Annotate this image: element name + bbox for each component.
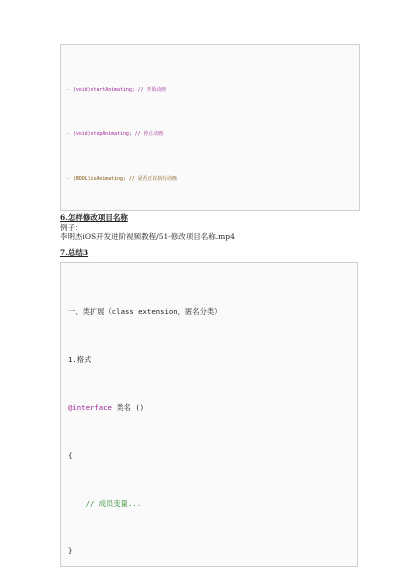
section-title: 一、类扩展（class extension，匿名分类）	[68, 307, 222, 316]
code-block-top	[60, 44, 360, 211]
code-block-summary	[60, 262, 358, 567]
section-heading: 7.总结3	[60, 248, 89, 257]
code-line: - (BOOL)isAnimating; // 是否正在执行动画	[67, 175, 177, 182]
section-7	[60, 248, 88, 258]
example-label: 例子：	[60, 222, 83, 232]
code-line	[68, 403, 350, 413]
section-6	[60, 213, 235, 242]
code-line: 1.格式	[68, 354, 92, 364]
section-heading: 6.怎样修改项目名称	[60, 213, 128, 222]
code-text: 类名 ()	[111, 402, 145, 412]
code-line: - (void)startAnimating; // 开始动画	[67, 87, 167, 93]
code-line: {	[68, 450, 73, 460]
video-reference: 李明杰iOS开发进阶视频教程/51-修改项目名称.mp4	[60, 232, 235, 241]
code-comment: // 成员变量...	[68, 498, 142, 508]
code-line: - (void)stopAnimating; // 停止动画	[67, 131, 164, 138]
keyword: @interface	[68, 402, 112, 412]
code-line: }	[68, 546, 73, 556]
